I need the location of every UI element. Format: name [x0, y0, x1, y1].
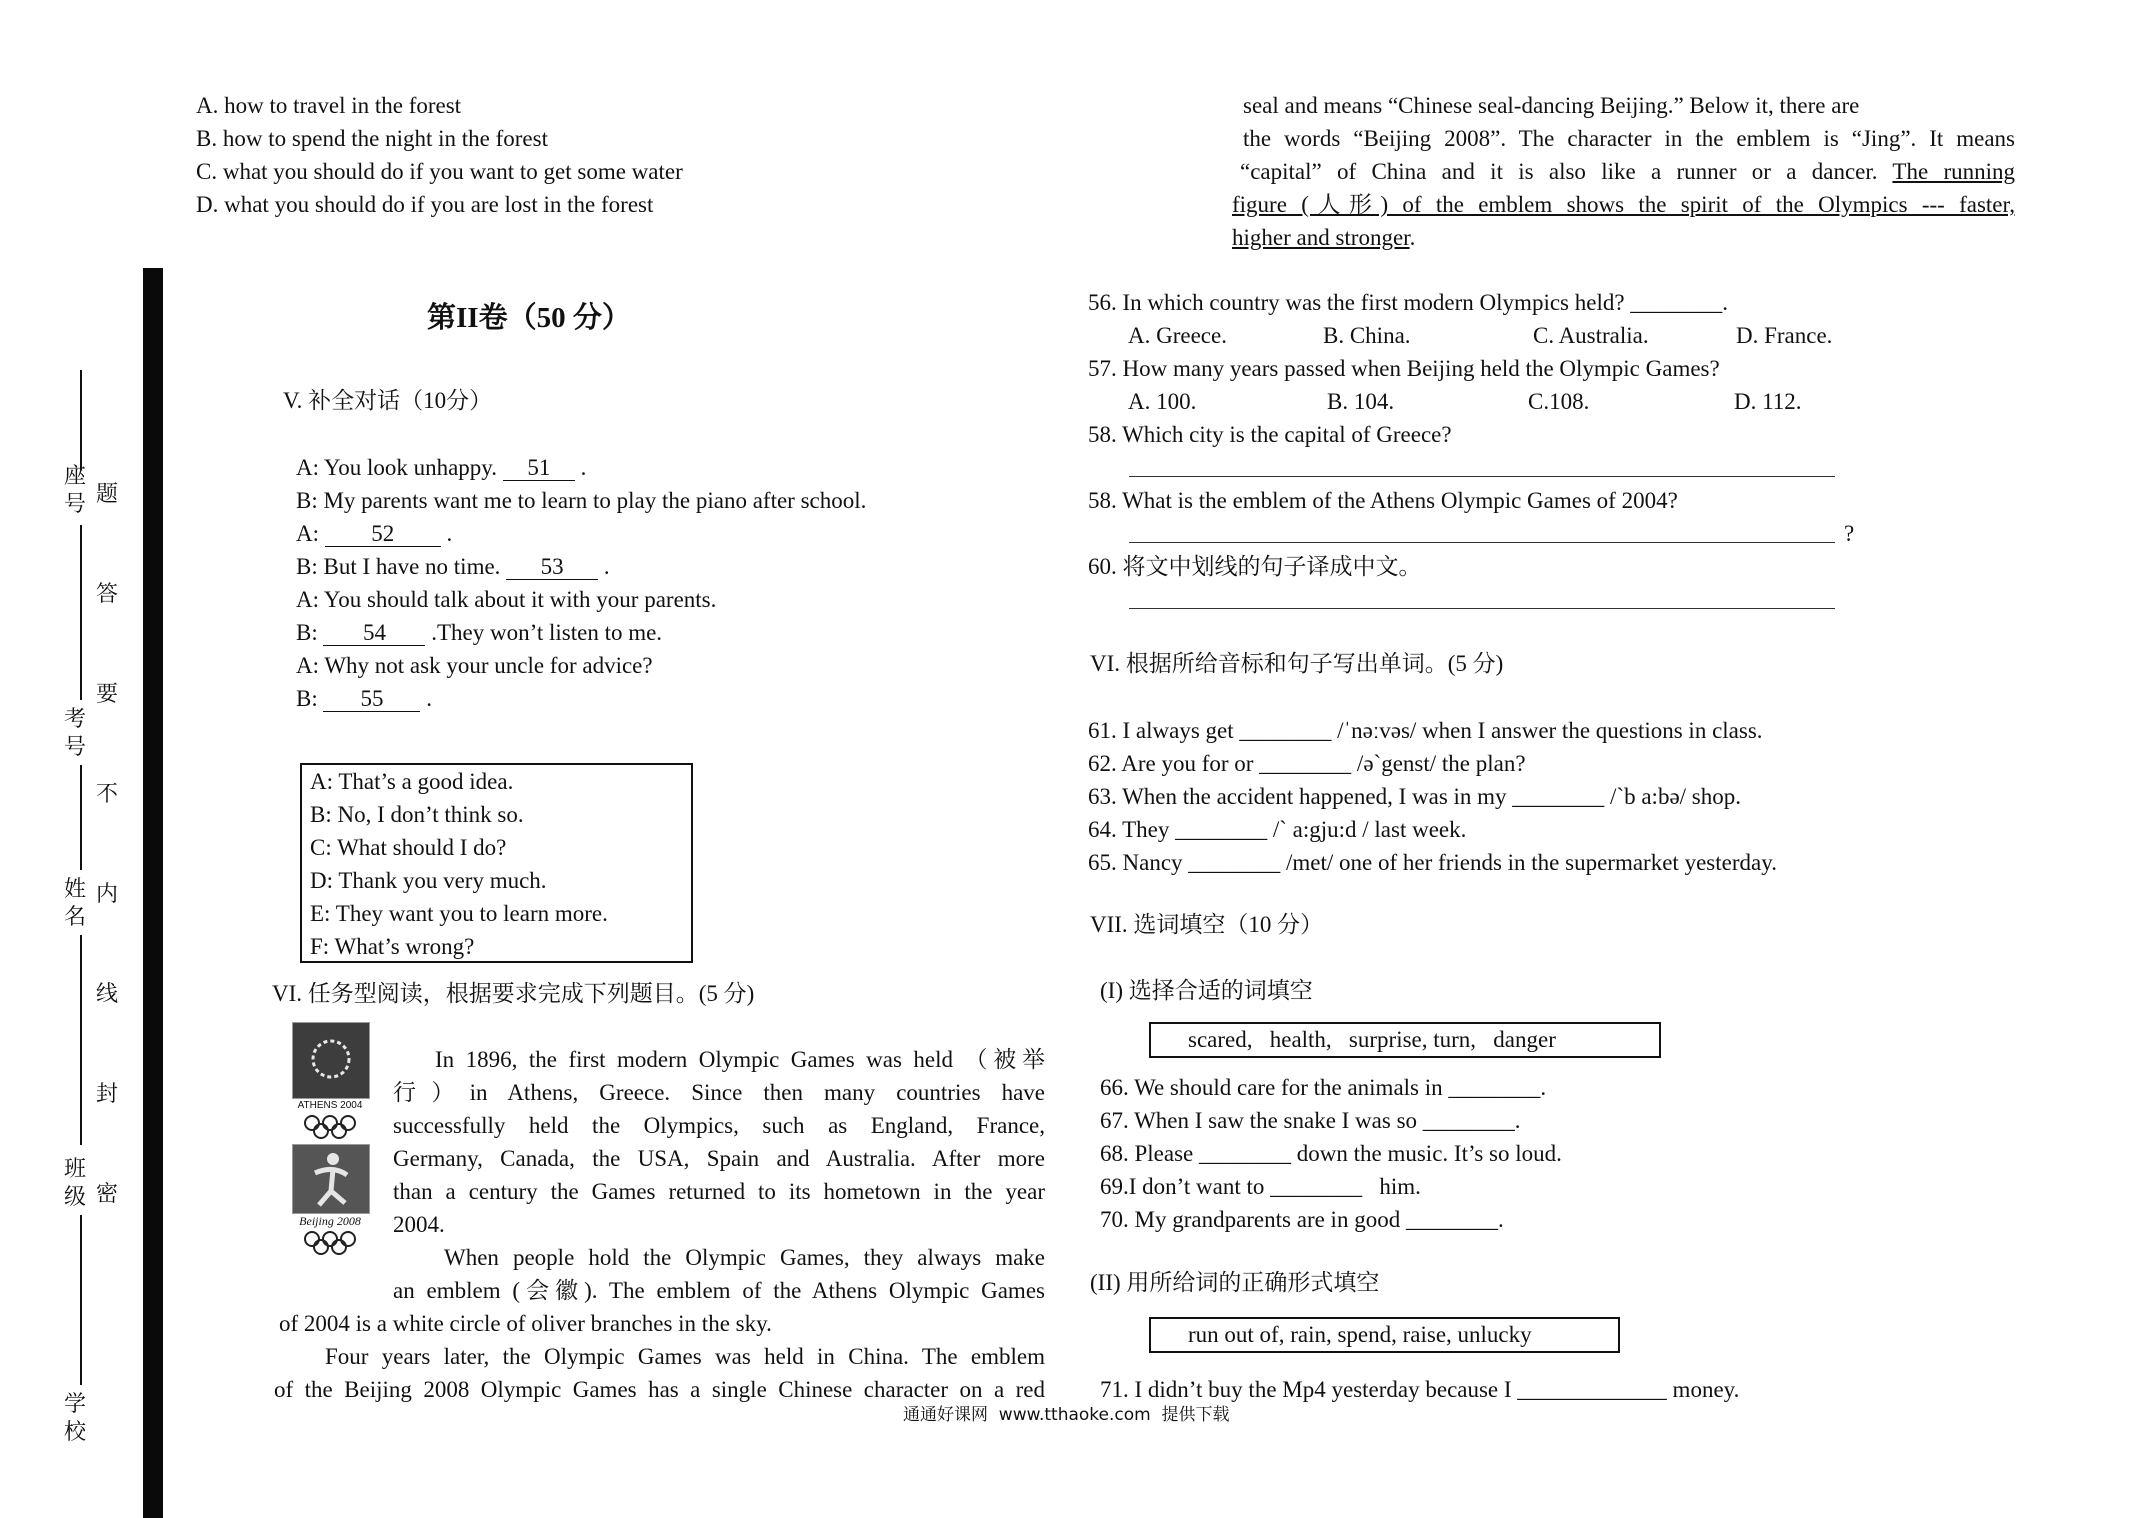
q56-option: D. France. — [1736, 323, 1833, 348]
phonetic-question: 63. When the accident happened, I was in my ________ /ˋb a:bə/ shop. — [1088, 784, 1741, 809]
dialogue-line: B: 54 .They won’t listen to me. — [296, 620, 663, 645]
vocab-question: 70. My grandparents are in good ________. — [1100, 1207, 1504, 1232]
margin-line — [80, 525, 82, 700]
olympic-rings-icon — [302, 1114, 358, 1140]
seal-char: 不 — [95, 781, 118, 806]
q57-option: C.108. — [1528, 389, 1590, 414]
seat-number-label: 座号 — [63, 463, 86, 516]
phonetic-question: 61. I always get ________ /ˈnəːvəs/ when I answer the questions in class. — [1088, 718, 1763, 743]
beijing-emblem-label: Beijing 2008 — [299, 1214, 361, 1228]
athens-emblem-label: ATHENS 2004 — [297, 1100, 363, 1111]
question-58-emblem: 58. What is the emblem of the Athens Olympic Games of 2004? — [1088, 488, 1678, 513]
seal-char: 封 — [95, 1081, 118, 1106]
q57-option: D. 112. — [1734, 389, 1802, 414]
q57-option: B. 104. — [1327, 389, 1395, 414]
reading-continuation-line: “capital” of China and it is also like a runner or a dancer. The running — [1240, 159, 2015, 184]
word-bank-2: run out of, rain, spend, raise, unlucky — [1188, 1322, 1532, 1347]
underlined-sentence-end: higher and stronger. — [1232, 225, 1416, 250]
underlined-sentence: The running — [1892, 159, 2015, 184]
answer-blank-55[interactable]: 55 — [323, 687, 420, 712]
reading-paragraph-line: In 1896, the first modern Olympic Games was held （被举 — [435, 1047, 1045, 1072]
phonetic-question: 62. Are you for or ________ /əˋgenst/ the plan? — [1088, 751, 1526, 776]
dialogue-line: B: My parents want me to learn to play the piano after school. — [296, 488, 867, 513]
olympic-emblems-image — [290, 1022, 370, 1267]
underlined-sentence: figure (人形) of the emblem shows the spirit of the Olympics --- faster, — [1232, 192, 2015, 217]
question-58-capital: 58. Which city is the capital of Greece? — [1088, 422, 1452, 447]
q56-option: C. Australia. — [1533, 323, 1649, 348]
dialogue-option: D: Thank you very much. — [310, 868, 547, 893]
answer-line[interactable] — [1129, 476, 1835, 477]
q56-option: A. Greece. — [1128, 323, 1227, 348]
binding-bar — [143, 268, 163, 1518]
dialogue-option: A: That’s a good idea. — [310, 769, 514, 794]
phonetic-question: 65. Nancy ________ /met/ one of her friends in the supermarket yesterday. — [1088, 850, 1777, 875]
reading-continuation-line: the words “Beijing 2008”. The character in the emblem is “Jing”. It means — [1243, 126, 2015, 151]
seal-char: 密 — [95, 1181, 118, 1206]
top-option: A. how to travel in the forest — [196, 93, 462, 118]
dialogue-option: E: They want you to learn more. — [310, 901, 608, 926]
reading-paragraph-line: of 2004 is a white circle of oliver branches in the sky. — [279, 1311, 772, 1336]
olive-wreath-icon — [293, 1023, 369, 1098]
top-option: B. how to spend the night in the forest — [196, 126, 548, 151]
reading-paragraph-line: Four years later, the Olympic Games was held in China. The emblem — [325, 1344, 1045, 1369]
dialogue-line: A: You should talk about it with your parents. — [296, 587, 717, 612]
dialogue-line: A: Why not ask your uncle for advice? — [296, 653, 653, 678]
vocab-question: 67. When I saw the snake I was so ________. — [1100, 1108, 1521, 1133]
reading-paragraph-line: successfully held the Olympics, such as England, France, — [393, 1113, 1045, 1138]
school-label: 学校 — [63, 1391, 86, 1444]
vocab-subheading-1: (I) 选择合适的词填空 — [1100, 978, 1313, 1003]
word-bank-1: scared, health, surprise, turn, danger — [1188, 1027, 1556, 1052]
athens-emblem — [292, 1022, 370, 1099]
vocab-question: 69.I don’t want to ________ him. — [1100, 1174, 1421, 1199]
dialogue-option: F: What’s wrong? — [310, 934, 475, 959]
vocab-subheading-2: (II) 用所给词的正确形式填空 — [1090, 1270, 1380, 1295]
dialogue-option: C: What should I do? — [310, 835, 507, 860]
reading-paragraph-line: of the Beijing 2008 Olympic Games has a single Chinese character on a red — [274, 1377, 1045, 1402]
seal-char: 内 — [95, 881, 118, 906]
dialogue-heading: V. 补全对话（10分） — [283, 388, 493, 413]
beijing-emblem — [292, 1144, 370, 1214]
olympic-rings-icon — [302, 1230, 358, 1256]
phonetic-heading: VI. 根据所给音标和句子写出单词。(5 分) — [1090, 651, 1504, 676]
vocab-question: 68. Please ________ down the music. It’s so loud. — [1100, 1141, 1562, 1166]
question-57: 57. How many years passed when Beijing held the Olympic Games? — [1088, 356, 1720, 381]
reading-paragraph-line: than a century the Games returned to its hometown in the year — [393, 1179, 1045, 1204]
vocab-question: 71. I didn’t buy the Mp4 yesterday because I _____________ money. — [1100, 1377, 1740, 1402]
top-option: D. what you should do if you are lost in the forest — [196, 192, 654, 217]
reading-paragraph-line: an emblem (会徽). The emblem of the Athens Olympic Games — [393, 1278, 1045, 1303]
margin-line — [80, 935, 82, 1145]
phonetic-question: 64. They ________ /ˋ a:gju:d / last week. — [1088, 817, 1467, 842]
seal-char: 题 — [95, 481, 118, 506]
reading-paragraph-line: 2004. — [393, 1212, 445, 1237]
dialogue-line: A: 52 . — [296, 521, 453, 546]
reading-paragraph-line: 行）in Athens, Greece. Since then many countries have — [393, 1080, 1045, 1105]
answer-blank-52[interactable]: 52 — [325, 522, 441, 547]
answer-blank-51[interactable]: 51 — [503, 456, 575, 481]
answer-line[interactable] — [1129, 542, 1835, 543]
exam-number-label: 考号 — [63, 706, 86, 759]
margin-line — [80, 765, 82, 870]
margin-line — [80, 1215, 82, 1385]
reading-heading: VI. 任务型阅读，根据要求完成下列题目。(5 分) — [272, 981, 755, 1006]
name-label: 姓名 — [63, 876, 86, 929]
vocab-heading: VII. 选词填空（10 分） — [1090, 912, 1324, 937]
footer-watermark: 通通好课网 www.tthaoke.com 提供下载 — [903, 1405, 1230, 1425]
seal-char: 线 — [95, 981, 118, 1006]
class-label: 班级 — [63, 1156, 86, 1209]
margin-line — [80, 370, 82, 470]
seal-char: 答 — [95, 581, 118, 606]
answer-blank-54[interactable]: 54 — [323, 621, 425, 646]
dancing-beijing-icon — [293, 1145, 369, 1213]
q57-option: A. 100. — [1128, 389, 1197, 414]
reading-paragraph-line: When people hold the Olympic Games, they always make — [444, 1245, 1045, 1270]
top-option: C. what you should do if you want to get some water — [196, 159, 683, 184]
answer-line[interactable] — [1129, 608, 1835, 609]
dialogue-line: A: You look unhappy. 51 . — [296, 455, 587, 480]
question-56: 56. In which country was the first modern Olympics held? ________. — [1088, 290, 1729, 315]
section-title: 第II卷（50 分） — [427, 302, 631, 334]
dialogue-line: B: 55 . — [296, 686, 432, 711]
answer-blank-53[interactable]: 53 — [506, 555, 598, 580]
question-mark: ? — [1844, 521, 1855, 546]
dialogue-line: B: But I have no time. 53 . — [296, 554, 610, 579]
seal-char: 要 — [95, 681, 118, 706]
vocab-question: 66. We should care for the animals in ________. — [1100, 1075, 1547, 1100]
reading-continuation-line: seal and means “Chinese seal-dancing Beijing.” Below it, there are — [1243, 93, 1860, 118]
q56-option: B. China. — [1323, 323, 1411, 348]
dialogue-option: B: No, I don’t think so. — [310, 802, 524, 827]
reading-paragraph-line: Germany, Canada, the USA, Spain and Australia. After more — [393, 1146, 1045, 1171]
question-60: 60. 将文中划线的句子译成中文。 — [1088, 554, 1422, 579]
